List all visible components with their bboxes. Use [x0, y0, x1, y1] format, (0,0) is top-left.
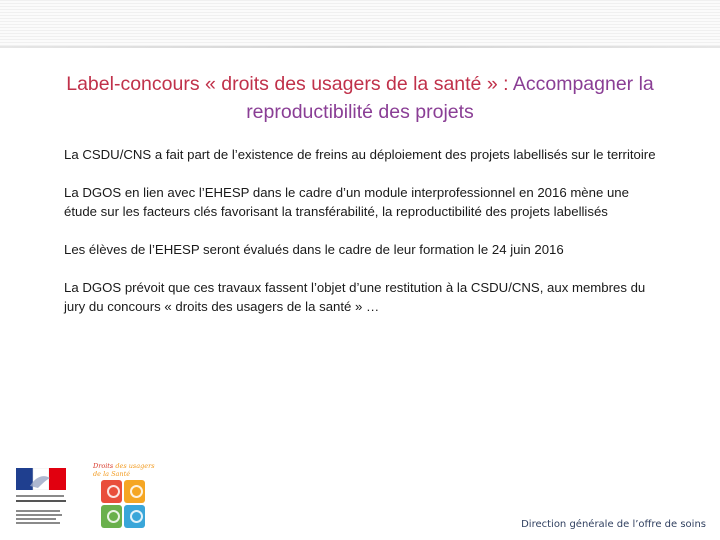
- logo-text-line: [16, 500, 66, 502]
- droits-usagers-logo: [93, 462, 153, 530]
- paragraph: Les élèves de l’EHESP seront évalués dans le cadre de leur formation le 24 juin 2016: [64, 242, 564, 257]
- droits-logo-word: Droits: [93, 462, 116, 470]
- droits-logo-tiles: [101, 480, 145, 528]
- logo-tile: [124, 480, 145, 503]
- logo-text-line: [16, 522, 60, 524]
- paragraph: La DGOS prévoit que ces travaux fassent l’objet d’une restitution à la CSDU/CNS, aux membres du jury du concours « droits des usagers de la santé » …: [64, 280, 646, 314]
- logo-text-line: [16, 510, 60, 512]
- title-part-2: Accompagner la reproductibilité des projets: [246, 73, 654, 123]
- droits-logo-word: des usagers: [115, 462, 155, 470]
- paragraph: La CSDU/CNS a fait part de l’existence de freins au déploiement des projets labellisés sur le territoire: [64, 147, 656, 162]
- republique-francaise-logo-icon: [12, 468, 70, 530]
- marianne-flag-icon: [16, 468, 66, 490]
- logo-tile: [124, 505, 145, 528]
- logo-text-line: [16, 495, 64, 497]
- dgos-label: Direction générale de l’offre de soins: [521, 519, 706, 530]
- logo-text-line: [16, 518, 56, 520]
- slide-title: [20, 70, 700, 126]
- logo-tile: [101, 505, 122, 528]
- header-divider: [0, 46, 720, 48]
- title-part-1: Label-concours « droits des usagers de la santé » :: [66, 73, 513, 95]
- droits-logo-word: de la Santé: [93, 470, 131, 478]
- logo-tile: [101, 480, 122, 503]
- logo-text-line: [16, 514, 62, 516]
- slide-body: [64, 145, 664, 335]
- droits-logo-text: [93, 462, 155, 478]
- paragraph: La DGOS en lien avec l’EHESP dans le cadre d’un module interprofessionnel en 2016 mène une étude sur les facteurs clés favorisant la transférabilité, la reproductibilité des projets labellisés: [64, 185, 629, 219]
- header-band: [0, 0, 720, 46]
